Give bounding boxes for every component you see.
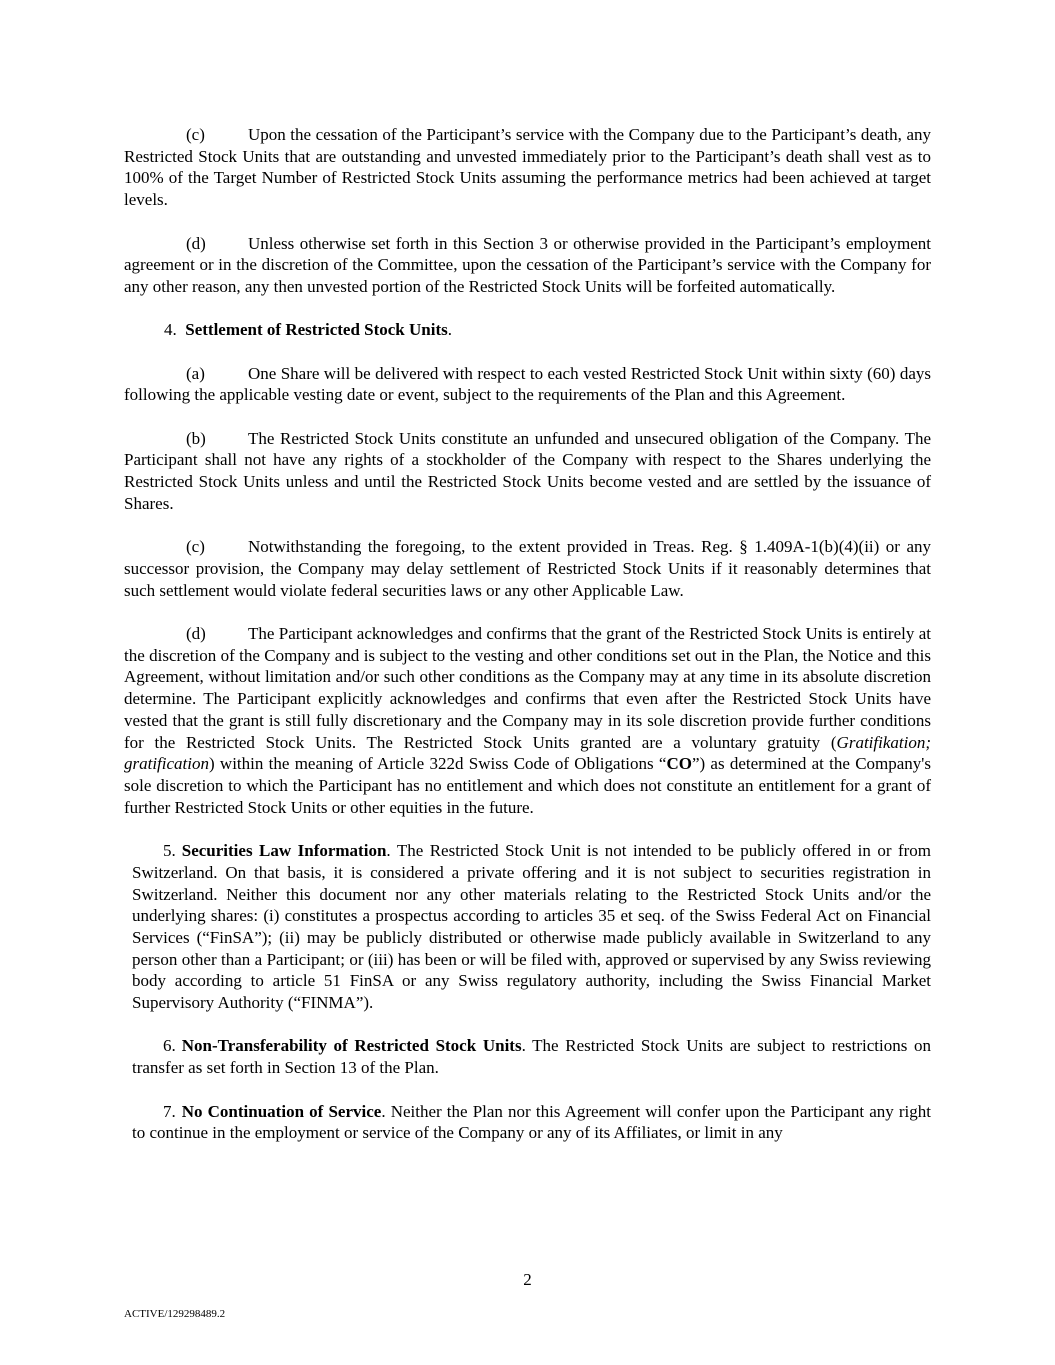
paragraph-label: (c) xyxy=(186,537,205,557)
paragraph-4b xyxy=(124,428,931,515)
paragraph-label: (d) xyxy=(186,624,206,644)
section-text: . The Restricted Stock Unit is not intended to be publicly offered in or from Switzerland. On that basis, it is considered a private offering and it is not subject to securities registration in Switzerland. Neither this document nor any other materials relating to the Restricted Stock Units and/or the underlying shares: (i) constitutes a prospectus according to articles 35 et seq. of the Swiss Federal Act on Financial Services (“FinSA”); (ii) may be publicly distributed or otherwise made publicly available in Switzerland to any person other than a Participant; or (iii) has been or will be filed with, approved or supervised by any Swiss reviewing body according to article 51 FinSA or any Swiss regulatory authority, including the Swiss Financial Market Supervisory Authority (“FINMA”). xyxy=(132,841,931,1013)
paragraph-text: Upon the cessation of the Participant’s service with the Company due to the Participant’s death, any Restricted Stock Units that are outstanding and unvested immediately prior to the Participant’s death shall vest as to 100% of the Target Number of Restricted Stock Units assuming the performance metrics had been achieved at target levels. xyxy=(124,125,931,210)
section-7 xyxy=(132,1101,931,1144)
paragraph-label: (a) xyxy=(186,363,205,383)
paragraph-bold-term: CO xyxy=(666,754,692,774)
section-title: Securities Law Information xyxy=(181,841,387,861)
paragraph-label: (c) xyxy=(186,125,205,144)
paragraph-text: Notwithstanding the foregoing, to the extent provided in Treas. Reg. § 1.409A-1(b)(4)(ii) or any successor provision, the Company may delay settlement of Restricted Stock Units if it reasonably determines that such settlement would violate federal securities laws or any other Applicable Law. xyxy=(124,537,931,600)
section-title: No Continuation of Service xyxy=(181,1101,382,1121)
paragraph-text-middle: ) within the meaning of Article 322d Swiss Code of Obligations “ xyxy=(209,754,667,774)
section-text: . Neither the Plan nor this Agreement will confer upon the Participant any right to continue in the employment or service of the Company or any of its Affiliates, or limit in any xyxy=(132,1101,931,1143)
paragraph-label: (d) xyxy=(186,233,206,253)
section-number: 5. xyxy=(163,841,176,861)
document-id: ACTIVE/129298489.2 xyxy=(124,1308,226,1320)
paragraph-3c xyxy=(124,124,931,211)
paragraph-label: (b) xyxy=(186,428,206,448)
paragraph-italic-term: Gratifikation; gratification xyxy=(124,732,931,774)
paragraph-text-after: ”) as determined at the Company's sole discretion to which the Participant has no entitlement and which does not constitute an entitlement for a grant of further Restricted Stock Units or other equities in the future. xyxy=(124,754,931,817)
section-number: 7. xyxy=(163,1101,176,1121)
section-number: 6. xyxy=(163,1036,176,1056)
page-number: 2 xyxy=(523,1270,532,1289)
paragraph-text: One Share will be delivered with respect to each vested Restricted Stock Unit within sixty (60) days following the applicable vesting date or event, subject to the requirements of the Plan and this Agreement. xyxy=(124,363,931,405)
paragraph-4c xyxy=(124,536,931,601)
section-4-heading xyxy=(124,319,931,341)
section-6 xyxy=(132,1035,931,1078)
section-title: Non-Transferability of Restricted Stock Units xyxy=(181,1036,522,1056)
section-title: Settlement of Restricted Stock Units xyxy=(185,320,448,340)
document-page xyxy=(124,124,931,1166)
paragraph-text: The Restricted Stock Units constitute an unfunded and unsecured obligation of the Company. The Participant shall not have any rights of a stockholder of the Company with respect to the Shares underlying the Restricted Stock Units unless and until the Restricted Stock Units become vested and are settled by the issuance of Shares. xyxy=(124,428,931,513)
paragraph-text: Unless otherwise set forth in this Section 3 or otherwise provided in the Participant’s employment agreement or in the discretion of the Committee, upon the cessation of the Participant’s service with the Company for any other reason, any then unvested portion of the Restricted Stock Units will be forfeited automatically. xyxy=(124,233,931,296)
section-text: . The Restricted Stock Units are subject to restrictions on transfer as set forth in Section 13 of the Plan. xyxy=(132,1036,931,1078)
paragraph-4a xyxy=(124,363,931,406)
paragraph-4d xyxy=(124,623,931,818)
paragraph-3d xyxy=(124,233,931,298)
section-5 xyxy=(132,840,931,1014)
section-number: 4. xyxy=(164,320,177,340)
section-title-suffix: . xyxy=(447,320,452,340)
paragraph-text: The Participant acknowledges and confirms that the grant of the Restricted Stock Units is entirely at the discretion of the Company and is subject to the vesting and other conditions set out in the Plan, the Notice and this Agreement, without limitation and/or such other conditions as the Company may at any time in its absolute discretion determine. The Participant explicitly acknowledges and confirms that even after the Restricted Stock Units have vested that the grant is still fully discretionary and the Company may in its sole discretion provide further conditions for the Restricted Stock Units. The Restricted Stock Units granted are a voluntary gratuity ( xyxy=(124,624,931,752)
